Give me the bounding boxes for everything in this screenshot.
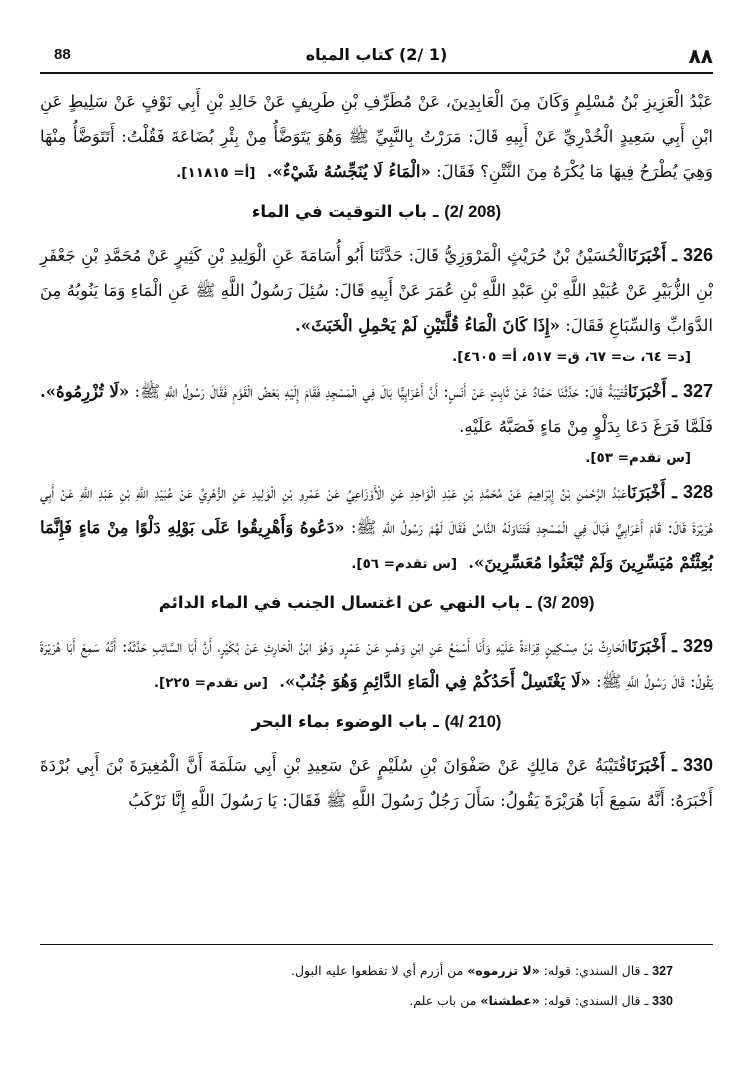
akhbarana: ـ أَخْبَرَنَا: [626, 756, 677, 775]
hadith-328: [40, 475, 713, 580]
hadith-text: قُتَيْبَةُ عَنْ مَالِكٍ عَنْ صَفْوَانَ بْنِ سُلَيْمٍ عَنْ سَعِيدِ بْنِ أَبِي سَلَمَةَ أَنَّ الْمُغِيرَةَ بْنَ أَبِي بُرْدَةَ أَخْبَرَهُ: أَنَّهُ سَمِعَ أَبَا هُرَيْرَةَ يَقُولُ: سَأَلَ رَجُلٌ رَسُولَ اللَّهِ ﷺ فَقَالَ: يَا رَسُولَ اللَّهِ إِنَّا نَرْكَبُ: [40, 756, 713, 810]
footnote-word: «لا تزرموه»: [467, 963, 540, 978]
footnote-divider: [40, 944, 713, 945]
footnote-number: 330: [652, 994, 673, 1008]
hadith-reference: [د= ٦٤، ت= ٦٧، ق= ٥١٧، أ= ٤٦٠٥].: [452, 349, 691, 365]
hadith-text: الْحَارِثُ بْنُ مِسْكِينٍ قِرَاءَةً عَلَيْهِ وَأَنَا أَسْمَعُ عَنِ ابْنِ وَهْبٍ عَنْ عَمْرٍو وَهُوَ ابْنُ الْحَارِثِ عَنْ بُكَيْرٍ، أَنَّ أَبَا السَّائِبِ حَدَّثَهُ: أَنَّهُ سَمِعَ أَبَا هُرَيْرَةَ يَقُولُ: قَالَ رَسُولُ اللَّهِ ﷺ:: [40, 637, 713, 691]
running-title: (1 /2) كتاب المياه: [305, 45, 448, 64]
hadith-text: قُتَيْبَةُ قَالَ: حَدَّثَنَا حَمَّادٌ عَنْ ثَابِتٍ عَنْ أَنَسٍ: أَنَّ أَعْرَابِيًّا بَالَ فِي الْمَسْجِدِ فَقَامَ إِلَيْهِ بَعْضُ الْقَوْمِ فَقَالَ رَسُولُ اللَّهِ ﷺ:: [134, 382, 628, 401]
footnote-word: «عطشنا»: [480, 993, 540, 1008]
footnote-lead: ـ قال السندي: قوله:: [543, 993, 649, 1008]
footnote-lead: ـ قال السندي: قوله:: [543, 963, 649, 978]
hadith-number: 329: [682, 636, 713, 656]
hadith-326: [40, 238, 713, 343]
prophetic-quote: «الْمَاءُ لَا يُنَجِّسُهُ شَيْءٌ».: [266, 162, 431, 181]
footnote-327: [40, 956, 713, 986]
chapter-heading: [40, 189, 713, 235]
page-number-latin: 88: [54, 46, 71, 63]
hadith-330: [40, 748, 713, 818]
hadith-reference: [أ= ١١٨١٥].: [176, 165, 256, 181]
chapter-number: (209 /3): [537, 594, 595, 612]
chapter-heading: [40, 580, 713, 626]
akhbarana: ـ أَخْبَرَنَا: [627, 382, 677, 401]
prophetic-quote: «لَا يَغْتَسِلْ أَحَدُكُمْ فِي الْمَاءِ الدَّائِمِ وَهُوَ جُنُبٌ».: [279, 672, 591, 691]
hadith-329: [40, 629, 713, 699]
footnote-330: [40, 986, 713, 1016]
footnote-text: من باب علم.: [409, 993, 477, 1008]
chapter-number: (208 /2): [444, 203, 502, 221]
footnotes: [40, 956, 713, 1016]
akhbarana: ـ أَخْبَرَنَا: [627, 246, 677, 265]
hadith-text: الْحُسَيْنُ بْنُ حُرَيْثٍ الْمَرْوَزِيُّ قَالَ: حَدَّثَنَا أَبُو أُسَامَةَ عَنِ الْوَلِيدِ بْنِ كَثِيرٍ عَنْ مُحَمَّدِ بْنِ جَعْفَرِ بْنِ الزُّبَيْرِ عَنْ عُبَيْدِ اللَّهِ بْنِ عَبْدِ اللَّهِ بْنِ عُمَرَ عَنْ أَبِيهِ قَالَ: سُئِلَ رَسُولُ اللَّهِ ﷺ عَنِ الْمَاءِ وَمَا يَنُوبُهُ مِنَ الدَّوَابِّ وَالسِّبَاعِ فَقَالَ:: [40, 246, 713, 335]
chapter-title: ـ باب النهي عن اغتسال الجنب في الماء الدائم: [158, 593, 532, 612]
page-header: [40, 42, 713, 74]
prophetic-quote: «دَعُوهُ وَأَهْرِيقُوا عَلَى بَوْلِهِ دَلْوًا مِنْ مَاءٍ فَإِنَّمَا بُعِثْتُمْ مُيَسِّرِينَ وَلَمْ تُبْعَثُوا مُعَسِّرِينَ».: [40, 518, 713, 572]
hadith-number: 330: [682, 755, 713, 775]
prophetic-quote: «إِذَا كَانَ الْمَاءُ قُلَّتَيْنِ لَمْ يَحْمِلِ الْخَبَثَ».: [295, 316, 560, 335]
hadith-text-continued: فَلَمَّا فَرَغَ دَعَا بِدَلْوٍ مِنْ مَاءٍ فَصَبَّهُ عَلَيْهِ.: [459, 417, 713, 436]
hadith-text: عَبْدُ الرَّحْمٰنِ بْنُ إِبْرَاهِيمَ عَنْ مُحَمَّدِ بْنِ عَبْدِ الْوَاحِدِ عَنِ الْأَوْزَاعِيِّ عَنْ عَمْرِو بْنِ الْوَلِيدِ عَنِ الزُّهْرِيِّ عَنْ عُبَيْدِ اللَّهِ بْنِ عَبْدِ اللَّهِ عَنْ أَبِي هُرَيْرَةَ قَالَ: قَامَ أَعْرَابِيٌّ فَبَالَ فِي الْمَسْجِدِ فَتَنَاوَلَهُ النَّاسُ فَقَالَ لَهُمْ رَسُولُ اللَّهِ ﷺ:: [40, 483, 713, 537]
akhbarana: ـ أَخْبَرَنَا: [627, 637, 677, 656]
hadith-327: [40, 374, 713, 444]
akhbarana: ـ أَخْبَرَنَا: [626, 483, 677, 502]
chapter-title: ـ باب الوضوء بماء البحر: [251, 712, 439, 731]
footnote-text: من أزرم أي لا تقطعوا عليه البول.: [290, 963, 464, 978]
hadith-reference: [س تقدم= ٥٣].: [585, 450, 691, 466]
page-number-arabic: ٨٨: [688, 44, 713, 68]
hadith-number: 326: [682, 245, 713, 265]
chapter-heading: [40, 699, 713, 745]
continued-hadith: [40, 84, 713, 189]
hadith-reference: [س تقدم= ٢٢٥].: [153, 675, 268, 691]
footnote-number: 327: [652, 964, 673, 978]
main-text: [40, 84, 713, 818]
hadith-reference: [س تقدم= ٥٦].: [351, 556, 458, 572]
chapter-number: (210 /4): [444, 713, 502, 731]
chapter-title: ـ باب التوقيت في الماء: [251, 202, 439, 221]
hadith-number: 327: [682, 381, 713, 401]
hadith-number: 328: [682, 482, 713, 502]
prophetic-quote: «لَا تُزْرِمُوهُ».: [40, 382, 130, 401]
hadith-text: عَبْدُ الْعَزِيزِ بْنُ مُسْلِمٍ وَكَانَ مِنَ الْعَابِدِينَ، عَنْ مُطَرِّفِ بْنِ طَرِيفٍ عَنْ خَالِدِ بْنِ أَبِي نَوْفٍ عَنْ سَلِيطٍ عَنِ ابْنِ أَبِي سَعِيدٍ الْخُدْرِيِّ عَنْ أَبِيهِ قَالَ: مَرَرْتُ بِالنَّبِيِّ ﷺ وَهُوَ يَتَوَضَّأُ مِنْ بِئْرِ بُضَاعَةَ فَقُلْتُ: أَتَتَوَضَّأُ مِنْهَا وَهِيَ يُطْرَحُ فِيهَا مَا يُكْرَهُ مِنَ النَّتْنِ؟ فَقَالَ:: [40, 92, 713, 181]
